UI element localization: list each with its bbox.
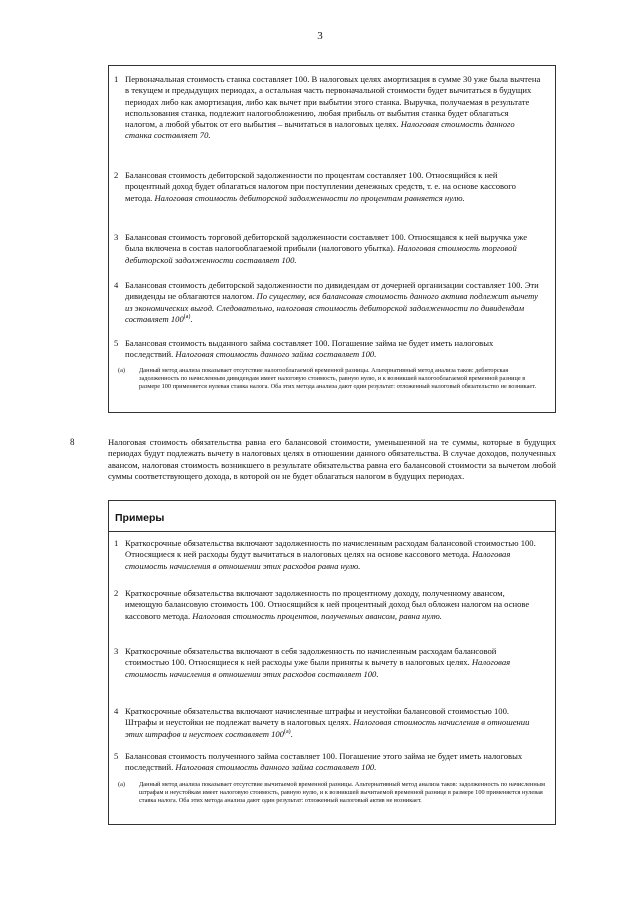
item-text: Первоначальная стоимость станка составляет 100. В налоговых целях амортизация в сумме 30 уже была вычтена в текущем и предыдущих периодах, а остальная часть первоначальной стоимости будет вычитаться в будущих периодах либо как амортизация, либо как вычет при выбытии этого станка. Выручка, получаемая в результате использования станка, подлежит налогообложению, любая прибыль от выбытия станка будет облагаться налогом, а любой убыток от его выбытия – вычитаться в налоговых целях. Налоговая стоимость данного станка составляет 70.: [125, 74, 541, 141]
examples-header: [109, 501, 555, 532]
page-number: 3: [317, 30, 323, 42]
footnote-label: (a): [118, 781, 125, 788]
item-number: 3: [114, 646, 119, 656]
item-number: 4: [114, 706, 119, 716]
item-text: Балансовая стоимость дебиторской задолженности по процентам составляет 100. Относящийся к ней процентный доход будет облагаться налогом при поступлении денежных средств, т. е. на основе кассового метода. Налоговая стоимость дебиторской задолженности по процентам равняется нулю.: [125, 170, 516, 203]
item-number: 1: [114, 74, 119, 84]
footnote-marker: (a): [283, 728, 291, 735]
item-text: Краткосрочные обязательства включают задолженность по начисленным расходам балансовой стоимостью 100. Относящиеся к ней расходы будут вычитаться в налоговых целях на основе кассового метода. Налоговая стоимость начисления в отношении этих расходов равна нулю.: [125, 538, 536, 571]
item-text: Краткосрочные обязательства включают начисленные штрафы и неустойки балансовой стоимостью 100. Штрафы и неустойки не подлежат вычету в налоговых целях. Налоговая стоимость начисления в отношении этих штрафов и неустоек составляет 100$^{(a)}$.: [125, 706, 530, 739]
item-text: Балансовая стоимость выданного займа составляет 100. Погашение займа не будет иметь налоговых последствий. Налоговая стоимость данного займа составляет 100.: [125, 338, 494, 360]
item-number: 5: [114, 338, 119, 348]
footnote-label: (a): [118, 367, 125, 374]
item-number: 5: [114, 751, 119, 761]
examples-box-assets: [108, 65, 556, 413]
item-text: Балансовая стоимость полученного займа составляет 100. Погашение этого займа не будет иметь налоговых последствий. Налоговая стоимость данного займа составляет 100.: [125, 751, 523, 773]
item-number: 2: [114, 170, 119, 180]
paragraph-number: 8: [70, 437, 75, 447]
item-number: 2: [114, 588, 119, 598]
item-number: 3: [114, 232, 119, 242]
item-text: Балансовая стоимость дебиторской задолженности по дивидендам от дочерней организации составляет 100. Эти дивиденды не облагаются налогом. По существу, вся балансовая стоимость данного актива подлежит вычету из экономических выгод. Следовательно, налоговая стоимость дебиторской задолженности по дивидендам составляет 100$^{(a)}$.: [125, 280, 539, 324]
item-text: Краткосрочные обязательства включают в себя задолженность по начисленным расходам балансовой стоимостью 100. Относящиеся к ней расходы уже были приняты к вычету в налоговых целях. Налоговая стоимость начисления в отношении этих расходов составляет 100.: [125, 646, 511, 679]
footnote-text: Данный метод анализа показывает отсутствие налогооблагаемой временной разницы. Альтернативный метод анализа таков: дебиторская задолженность по начисленным дивидендам имеет налоговую стоимость, равную нулю, и к возникшей налогооблагаемой временной разнице в размере 100 применяется нулевая ставка налога. Оба этих метода анализа дают один результат: отложенный налоговый обязательство не возникает.: [139, 367, 537, 391]
footnote-text: Данный метод анализа показывает отсутствие вычитаемой временной разницы. Альтернативный метод анализа таков: задолженность по начисленным штрафам и неустойкам имеет налоговую стоимость, равную нулю, и к возникшей вычитаемой временной разнице в размере 100 применяется нулевая ставка налога. Оба этих метода анализа дают один результат: отложенный налоговый актив не возникает.: [139, 781, 545, 805]
examples-box-liabilities: [108, 500, 556, 825]
item-text: Балансовая стоимость торговой дебиторской задолженности составляет 100. Относящаяся к ней выручка уже была включена в состав налогооблагаемой прибыли (налогового убытка). Налоговая стоимость торговой дебиторской задолженности составляет 100.: [125, 232, 528, 265]
item-number: 1: [114, 538, 119, 548]
item-number: 4: [114, 280, 119, 290]
examples-title: Примеры: [115, 512, 165, 524]
paragraph-text: Налоговая стоимость обязательства равна его балансовой стоимости, уменьшенной на те суммы, которые в будущих периодах будут подлежать вычету в налоговых целях в отношении данного обязательства. В случае доходов, полученных авансом, налоговая стоимость возникшего в результате обязательства равна его балансовой стоимости за вычетом любой суммы соответствующего дохода, в которой он не будет облагаться налогом в будущих периодах.: [108, 437, 556, 481]
item-text: Краткосрочные обязательства включают задолженность по процентному доходу, полученному авансом, имеющую балансовую стоимость 100. Относящийся к ней процентный доход был обложен налогом на основе кассового метода. Налоговая стоимость процентов, полученных авансом, равна нулю.: [125, 588, 530, 621]
footnote-marker: (a): [183, 314, 191, 321]
